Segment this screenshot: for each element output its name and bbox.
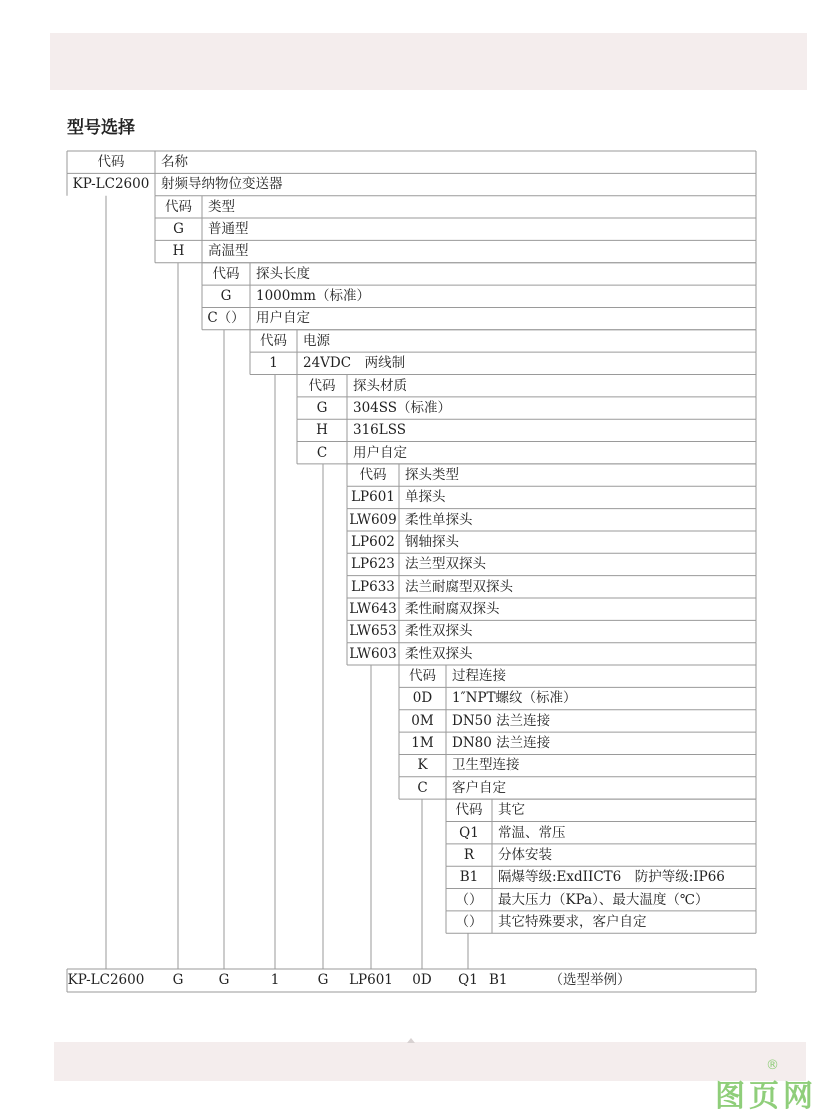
group-2-header-code: 代码 [260, 332, 287, 349]
group-1-header-label: 探头长度 [256, 265, 310, 282]
group-4-row-code: LW653 [349, 623, 397, 640]
example-code: G [172, 972, 184, 988]
example-code: （选型举例） [549, 972, 631, 988]
group-5-header-label: 过程连接 [452, 668, 506, 685]
group-5-header-code: 代码 [409, 668, 436, 685]
group-5-row-label: DN80 法兰连接 [452, 735, 551, 752]
group-5-row-code: 1M [411, 735, 434, 752]
group-3-header-label: 探头材质 [353, 377, 407, 394]
group-6-row-code: Q1 [459, 824, 479, 841]
group-4-row-label: 法兰型双探头 [405, 556, 486, 573]
group-6-row-code: （） [455, 913, 483, 930]
group-0-row-code: H [172, 243, 185, 260]
example-code: B1 [489, 972, 508, 988]
group-4-header-code: 代码 [359, 466, 387, 483]
group-5-row-code: C [417, 779, 428, 796]
header-name: 名称 [161, 154, 188, 170]
group-0-row-code: G [173, 221, 184, 238]
example-code: KP-LC2600 [67, 972, 145, 988]
group-4-row-label: 钢轴探头 [405, 533, 459, 550]
group-4-row-label: 柔性双探头 [405, 645, 473, 662]
example-code: 0D [412, 972, 432, 988]
group-5-row-label: 卫生型连接 [452, 757, 520, 774]
registered-mark: ® [766, 1058, 779, 1073]
header-code: 代码 [97, 154, 125, 170]
group-6-row-code: B1 [459, 869, 479, 886]
product-code: KP-LC2600 [72, 176, 150, 193]
group-4-row-label: 单探头 [405, 489, 446, 506]
group-1-row-label: 用户自定 [256, 310, 310, 327]
example-code: LP601 [349, 972, 393, 988]
example-code: 1 [270, 972, 280, 988]
group-4-row-code: LW643 [349, 601, 397, 617]
group-0-header-code: 代码 [165, 198, 192, 215]
group-2-row-code: 1 [269, 355, 278, 372]
group-2-header-label: 电源 [303, 332, 330, 349]
group-1-header-code: 代码 [212, 265, 240, 282]
group-5-row-code: 0M [411, 712, 434, 729]
group-6-row-code: （） [455, 891, 483, 908]
group-5-row-label: DN50 法兰连接 [452, 712, 551, 729]
group-6-row-label: 隔爆等级:ExdIICT6 防护等级:IP66 [498, 869, 725, 886]
example-code: Q1 [458, 972, 478, 988]
group-4-row-code: LP602 [351, 533, 395, 550]
group-5-row-label: 1″NPT螺纹（标准） [452, 690, 577, 707]
group-4-row-code: LP633 [351, 578, 395, 595]
group-4-row-label: 柔性耐腐双探头 [405, 601, 500, 617]
group-1-row-code: G [220, 288, 232, 305]
group-1-row-code: C（） [207, 310, 245, 327]
group-3-row-code: H [316, 422, 328, 439]
group-3-row-label: 用户自定 [353, 444, 407, 461]
group-4-row-code: LW603 [349, 645, 397, 662]
group-6-header-label: 其它 [498, 802, 525, 819]
group-3-header-code: 代码 [308, 377, 336, 394]
group-5-row-code: 0D [412, 690, 433, 707]
group-0-row-label: 高温型 [208, 243, 249, 260]
group-3-row-code: C [316, 444, 328, 461]
group-6-row-label: 最大压力（KPa）、最大温度（℃） [498, 891, 709, 908]
group-0-row-label: 普通型 [208, 221, 249, 238]
group-6-row-label: 其它特殊要求，客户自定 [498, 913, 647, 930]
group-3-row-label: 304SS（标准） [353, 399, 452, 416]
example-code: G [218, 972, 230, 988]
group-6-row-code: R [463, 846, 475, 863]
group-1-row-label: 1000mm（标准） [256, 288, 370, 305]
group-5-row-code: K [417, 757, 428, 774]
watermark-logo: 图页网 [715, 1079, 817, 1114]
group-4-row-code: LW609 [349, 511, 397, 528]
group-0-header-label: 类型 [208, 198, 235, 215]
group-4-row-label: 法兰耐腐型双探头 [405, 578, 513, 595]
group-4-row-code: LP601 [351, 489, 395, 506]
product-name: 射频导纳物位变送器 [161, 176, 283, 193]
group-4-header-label: 探头类型 [405, 466, 459, 483]
group-6-row-label: 分体安装 [498, 846, 552, 863]
page-title: 型号选择 [67, 118, 135, 138]
group-3-row-code: G [316, 399, 328, 416]
group-6-header-code: 代码 [455, 802, 483, 819]
group-4-row-code: LP623 [351, 556, 395, 573]
group-3-row-label: 316LSS [353, 422, 406, 439]
group-2-row-label: 24VDC 两线制 [303, 355, 406, 372]
group-4-row-label: 柔性双探头 [405, 623, 473, 640]
group-4-row-label: 柔性单探头 [405, 511, 473, 528]
example-code: G [317, 972, 329, 988]
group-5-row-label: 客户自定 [452, 779, 506, 796]
group-6-row-label: 常温、常压 [498, 824, 566, 841]
